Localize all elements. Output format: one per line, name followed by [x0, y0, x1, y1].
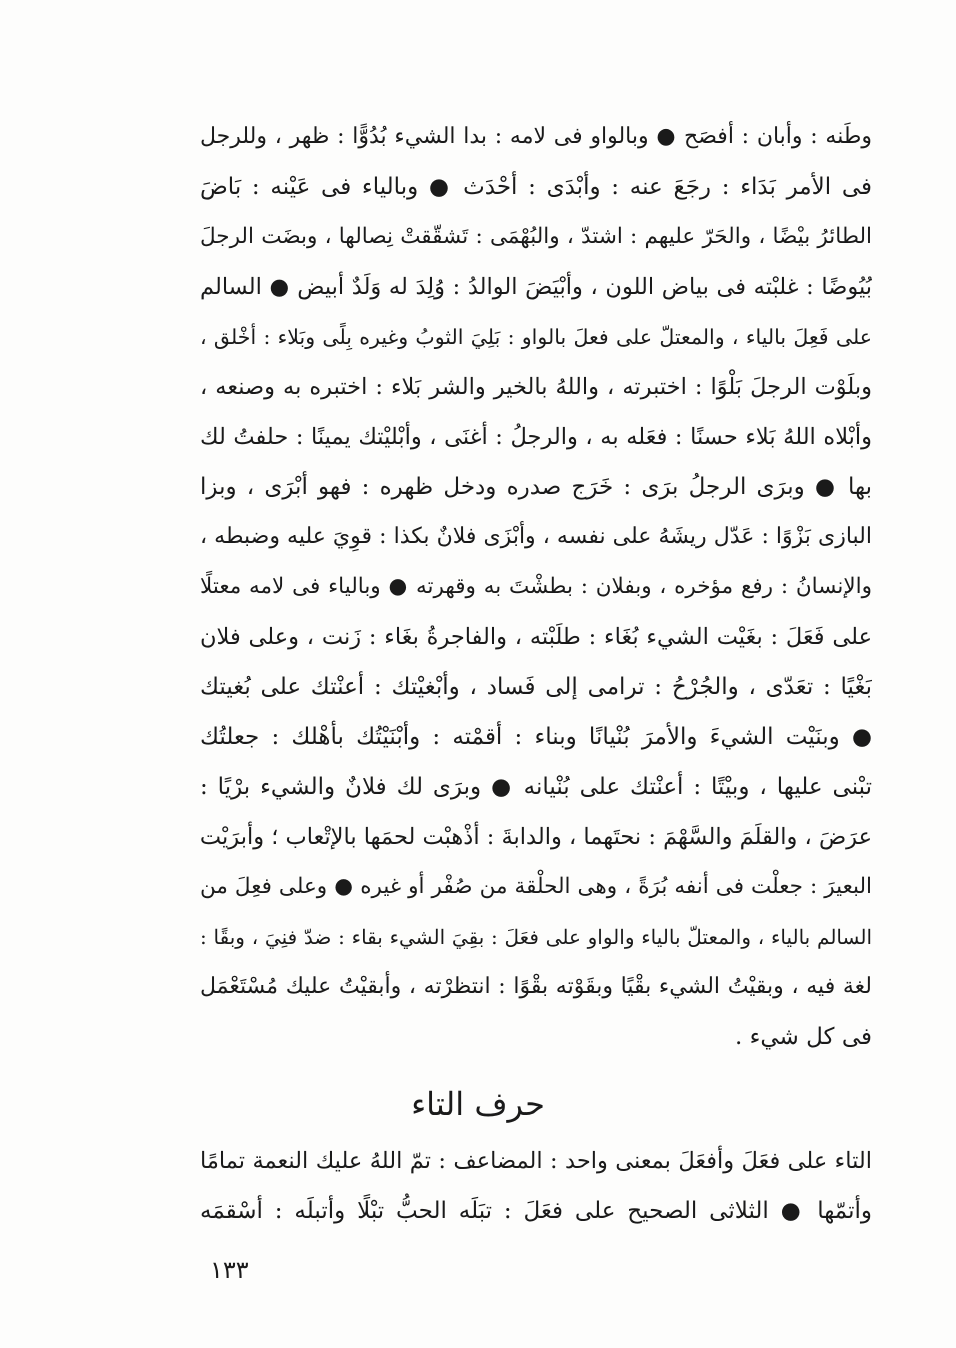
- text-line: فى كل شيء .: [734, 1024, 872, 1050]
- section-heading: حرف التاء: [411, 1085, 545, 1123]
- text-line: السالم بالياء ، والمعتلّ بالياء والواو على فعَلَ : بقِيَ الشيء بقاء : ضدّ فنِيَ ، وبقًا :: [200, 925, 872, 949]
- text-line: التاء على فعَلَ وأفعَلَ بمعنى واحد : المضاعف : تمّ اللهُ عليك النعمة تمامًا: [200, 1148, 872, 1174]
- text-line: وبلَوْت الرجلَ بَلْوًا : اختبرته ، واللهُ بالخير والشر بَلاء : اختبره به وصنعه ،: [200, 374, 872, 400]
- text-line: بَغْيًا : تعَدّى ، والجُرْحُ : ترامى إلى فَساد ، وأبْغيْتك : أعنْتك على بُغيتك: [200, 674, 872, 700]
- text-line: فى الأمر بَدَاء : رجَعَ عنه : وأبْدَى : أحْدَث ● وبالياء فى عَيْنه : بَاضَ: [200, 174, 872, 200]
- text-line: عرَضَ ، والقلَمَ والسَّهْمَ : نحتَهما ، والدابةَ : أذْهبْت لحمَها بالإتْعاب ؛ وأبرَيْت: [200, 824, 872, 850]
- text-line: وطَنه : وأبان : أفصَح ● وبالواو فى لامه : بدا الشيء بُدُوًّا : ظهر ، وللرجل: [200, 124, 872, 149]
- text-line: بُيُوضًا : غلبْته فى بياض اللون ، وأبْيَضَ الوالدُ : وُلِدَ له وَلَدٌ أبيض ● السالم: [200, 274, 872, 300]
- text-line: ● وبنَيْت الشيءَ والأمرَ بُنْيانًا وبناء : أقمْته : وأبْنَيْتُك بأهْلك : جعلتُك: [200, 724, 872, 750]
- text-line: الطائرُ بيْضًا ، والحَرّ عليهم : اشتدّ ، والبُهْمَى : تَشقّقتْ نِصالها ، وبضَت الرجلَ: [200, 224, 872, 249]
- text-line: بها ● وبرَى الرجلُ برَى : خَرَج صدره ودخل ظهره : فهو أبْرَى ، وبزا: [200, 474, 872, 500]
- text-line: على فَعِلَ بالياء ، والمعتلّ على فعلَ بالواو : بَلِيَ الثوبُ وغيره بِلًى وبَلاء : أخْلق ،: [200, 325, 872, 349]
- text-line: لغة فيه ، وبقيْتُ الشيء بقْيًا وبقَوْته بقْوًا : انتظرْته ، وأبقيْتُ عليك مُسْتَعْمَل: [200, 974, 872, 999]
- text-line: وأتمّها ● الثلاثى الصحيح على فعَلَ : تبَلَه الحبُّ تبْلًا وأتبلَه : أسْقمَه: [200, 1198, 872, 1224]
- text-line: والإنسانُ : رفع مؤخره ، وبفلان : بطشْتَ به وقهرته ● وبالياء فى لامه معتلًا: [200, 574, 872, 599]
- main-text-block: [200, 112, 872, 1062]
- section-text-block: [200, 1136, 872, 1236]
- text-line: البازى بَزْوًا : عَدّل ريشَهُ على نفسه ، وأبْزَى فلانٌ بكذا : قوِيَ عليه وضبطه ،: [200, 524, 872, 549]
- page-number: ١٣٣: [210, 1256, 249, 1284]
- text-line: على فَعَلَ : بغَيْت الشيء بُغَاء : طلَبْته ، والفاجرةُ بغَاء : زَنت ، وعلى فلان: [200, 624, 872, 650]
- text-line: البعيرَ : جعلْت فى أنفه بُرَةً ، وهى الحلْقة من صُفْر أو غيره ● وعلى فعِلَ من: [200, 874, 872, 899]
- text-line: تبْنى عليها ، وبيْتًا : أعنْتك على بُنْيانه ● وبرَى لك فلانٌ والشيء برْيًا :: [200, 774, 872, 800]
- text-line: وأبْلاه اللهُ بَلاء حسنًا : فعَله به ، والرجلُ : أغنَى ، وأبْليْتك يمينًا : حلفتُ لك: [200, 424, 872, 450]
